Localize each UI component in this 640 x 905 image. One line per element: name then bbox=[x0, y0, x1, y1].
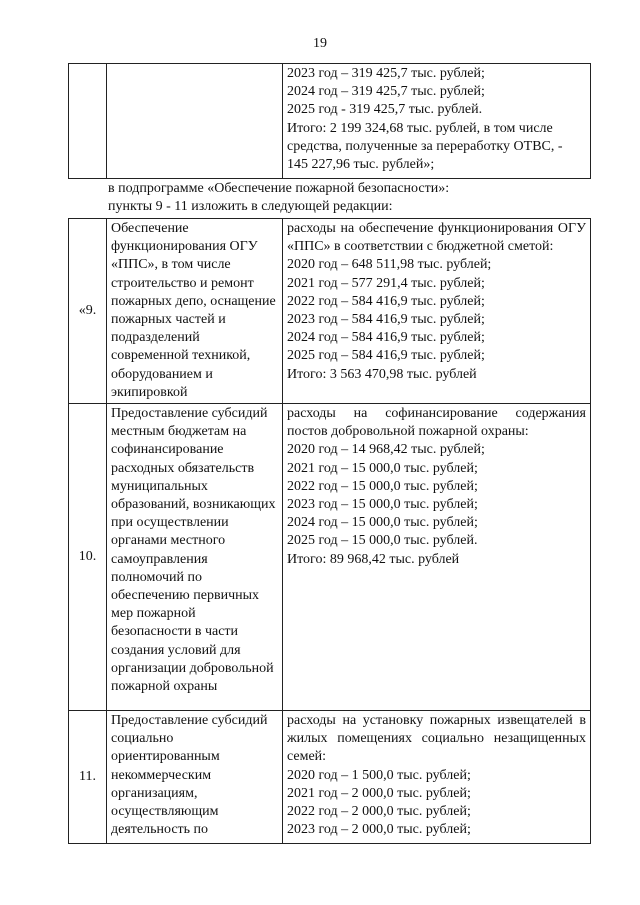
funding-line: 2024 год – 584 416,9 тыс. рублей; bbox=[287, 330, 485, 346]
funding-total: Итого: 3 563 470,98 тыс. рублей bbox=[287, 366, 477, 382]
measure-name: Предоставление субсидий местным бюджетам на софинансирование расходных обязательств муниципальных образований, возникающих при осуществлении органами местного самоуправления полномочий по обеспечению первичных мер пожарной безопасности в части создания условий для организации добровольной пожарной охраны bbox=[107, 404, 283, 711]
funding-cell bbox=[283, 219, 591, 404]
funding-line: 2022 год – 584 416,9 тыс. рублей; bbox=[287, 293, 485, 309]
funding-description: расходы на обеспечение функционирования ОГУ «ППС» в соответствии с бюджетной сметой: bbox=[287, 221, 586, 255]
funding-line: 2025 год – 584 416,9 тыс. рублей; bbox=[287, 348, 485, 364]
funding-total: Итого: 2 199 324,68 тыс. рублей, в том числе средства, полученные за переработку ОТВС, - 145 227,96 тыс. рублей»; bbox=[287, 120, 563, 173]
row-number: 10. bbox=[69, 404, 107, 711]
funding-line: 2023 год – 584 416,9 тыс. рублей; bbox=[287, 312, 485, 328]
page-number: 19 bbox=[313, 36, 327, 51]
funding-line: 2025 год - 319 425,7 тыс. рублей. bbox=[287, 102, 483, 118]
table-continuation bbox=[68, 63, 591, 179]
funding-description: расходы на установку пожарных извещателей в жилых помещениях социально незащищенных семей: bbox=[287, 713, 586, 765]
funding-line: 2020 год – 648 511,98 тыс. рублей; bbox=[287, 257, 492, 273]
table-row bbox=[69, 711, 591, 844]
funding-cell bbox=[283, 404, 591, 711]
funding-line: 2022 год – 15 000,0 тыс. рублей; bbox=[287, 478, 478, 494]
intro-line-1: в подпрограмме «Обеспечение пожарной безопасности»: bbox=[108, 181, 450, 196]
funding-line: 2022 год – 2 000,0 тыс. рублей; bbox=[287, 804, 471, 820]
funding-cell bbox=[283, 64, 591, 179]
table-row bbox=[69, 219, 591, 404]
measures-table bbox=[68, 218, 591, 844]
funding-line: 2020 год – 1 500,0 тыс. рублей; bbox=[287, 767, 471, 783]
intro-line-2: пункты 9 - 11 изложить в следующей редакции: bbox=[108, 199, 393, 214]
funding-line: 2025 год – 15 000,0 тыс. рублей. bbox=[287, 533, 478, 549]
funding-line: 2021 год – 577 291,4 тыс. рублей; bbox=[287, 275, 485, 291]
funding-line: 2023 год – 319 425,7 тыс. рублей; bbox=[287, 66, 485, 81]
measure-name: Обеспечение функционирования ОГУ «ППС», в том числе строительство и ремонт пожарных депо, оснащение пожарных частей и подразделений современной техникой, оборудованием и экипировкой bbox=[107, 219, 283, 404]
funding-line: 2021 год – 2 000,0 тыс. рублей; bbox=[287, 785, 471, 801]
row-number: 11. bbox=[69, 711, 107, 844]
funding-cell bbox=[283, 711, 591, 844]
funding-description: расходы на софинансирование содержания постов добровольной пожарной охраны: bbox=[287, 406, 586, 440]
funding-total: Итого: 89 968,42 тыс. рублей bbox=[287, 551, 460, 567]
empty-cell bbox=[69, 64, 107, 179]
funding-line: 2023 год – 15 000,0 тыс. рублей; bbox=[287, 497, 478, 513]
row-number: «9. bbox=[69, 219, 107, 404]
funding-line: 2020 год – 14 968,42 тыс. рублей; bbox=[287, 442, 485, 458]
measure-name: Предоставление субсидий социально ориентированным некоммерческим организациям, осуществляющим деятельность по bbox=[107, 711, 283, 844]
empty-cell bbox=[107, 64, 283, 179]
funding-line: 2021 год – 15 000,0 тыс. рублей; bbox=[287, 460, 478, 476]
funding-line: 2023 год – 2 000,0 тыс. рублей; bbox=[287, 822, 471, 838]
funding-line: 2024 год – 15 000,0 тыс. рублей; bbox=[287, 515, 478, 531]
table-row bbox=[69, 64, 591, 179]
table-row bbox=[69, 404, 591, 711]
funding-line: 2024 год – 319 425,7 тыс. рублей; bbox=[287, 84, 485, 100]
